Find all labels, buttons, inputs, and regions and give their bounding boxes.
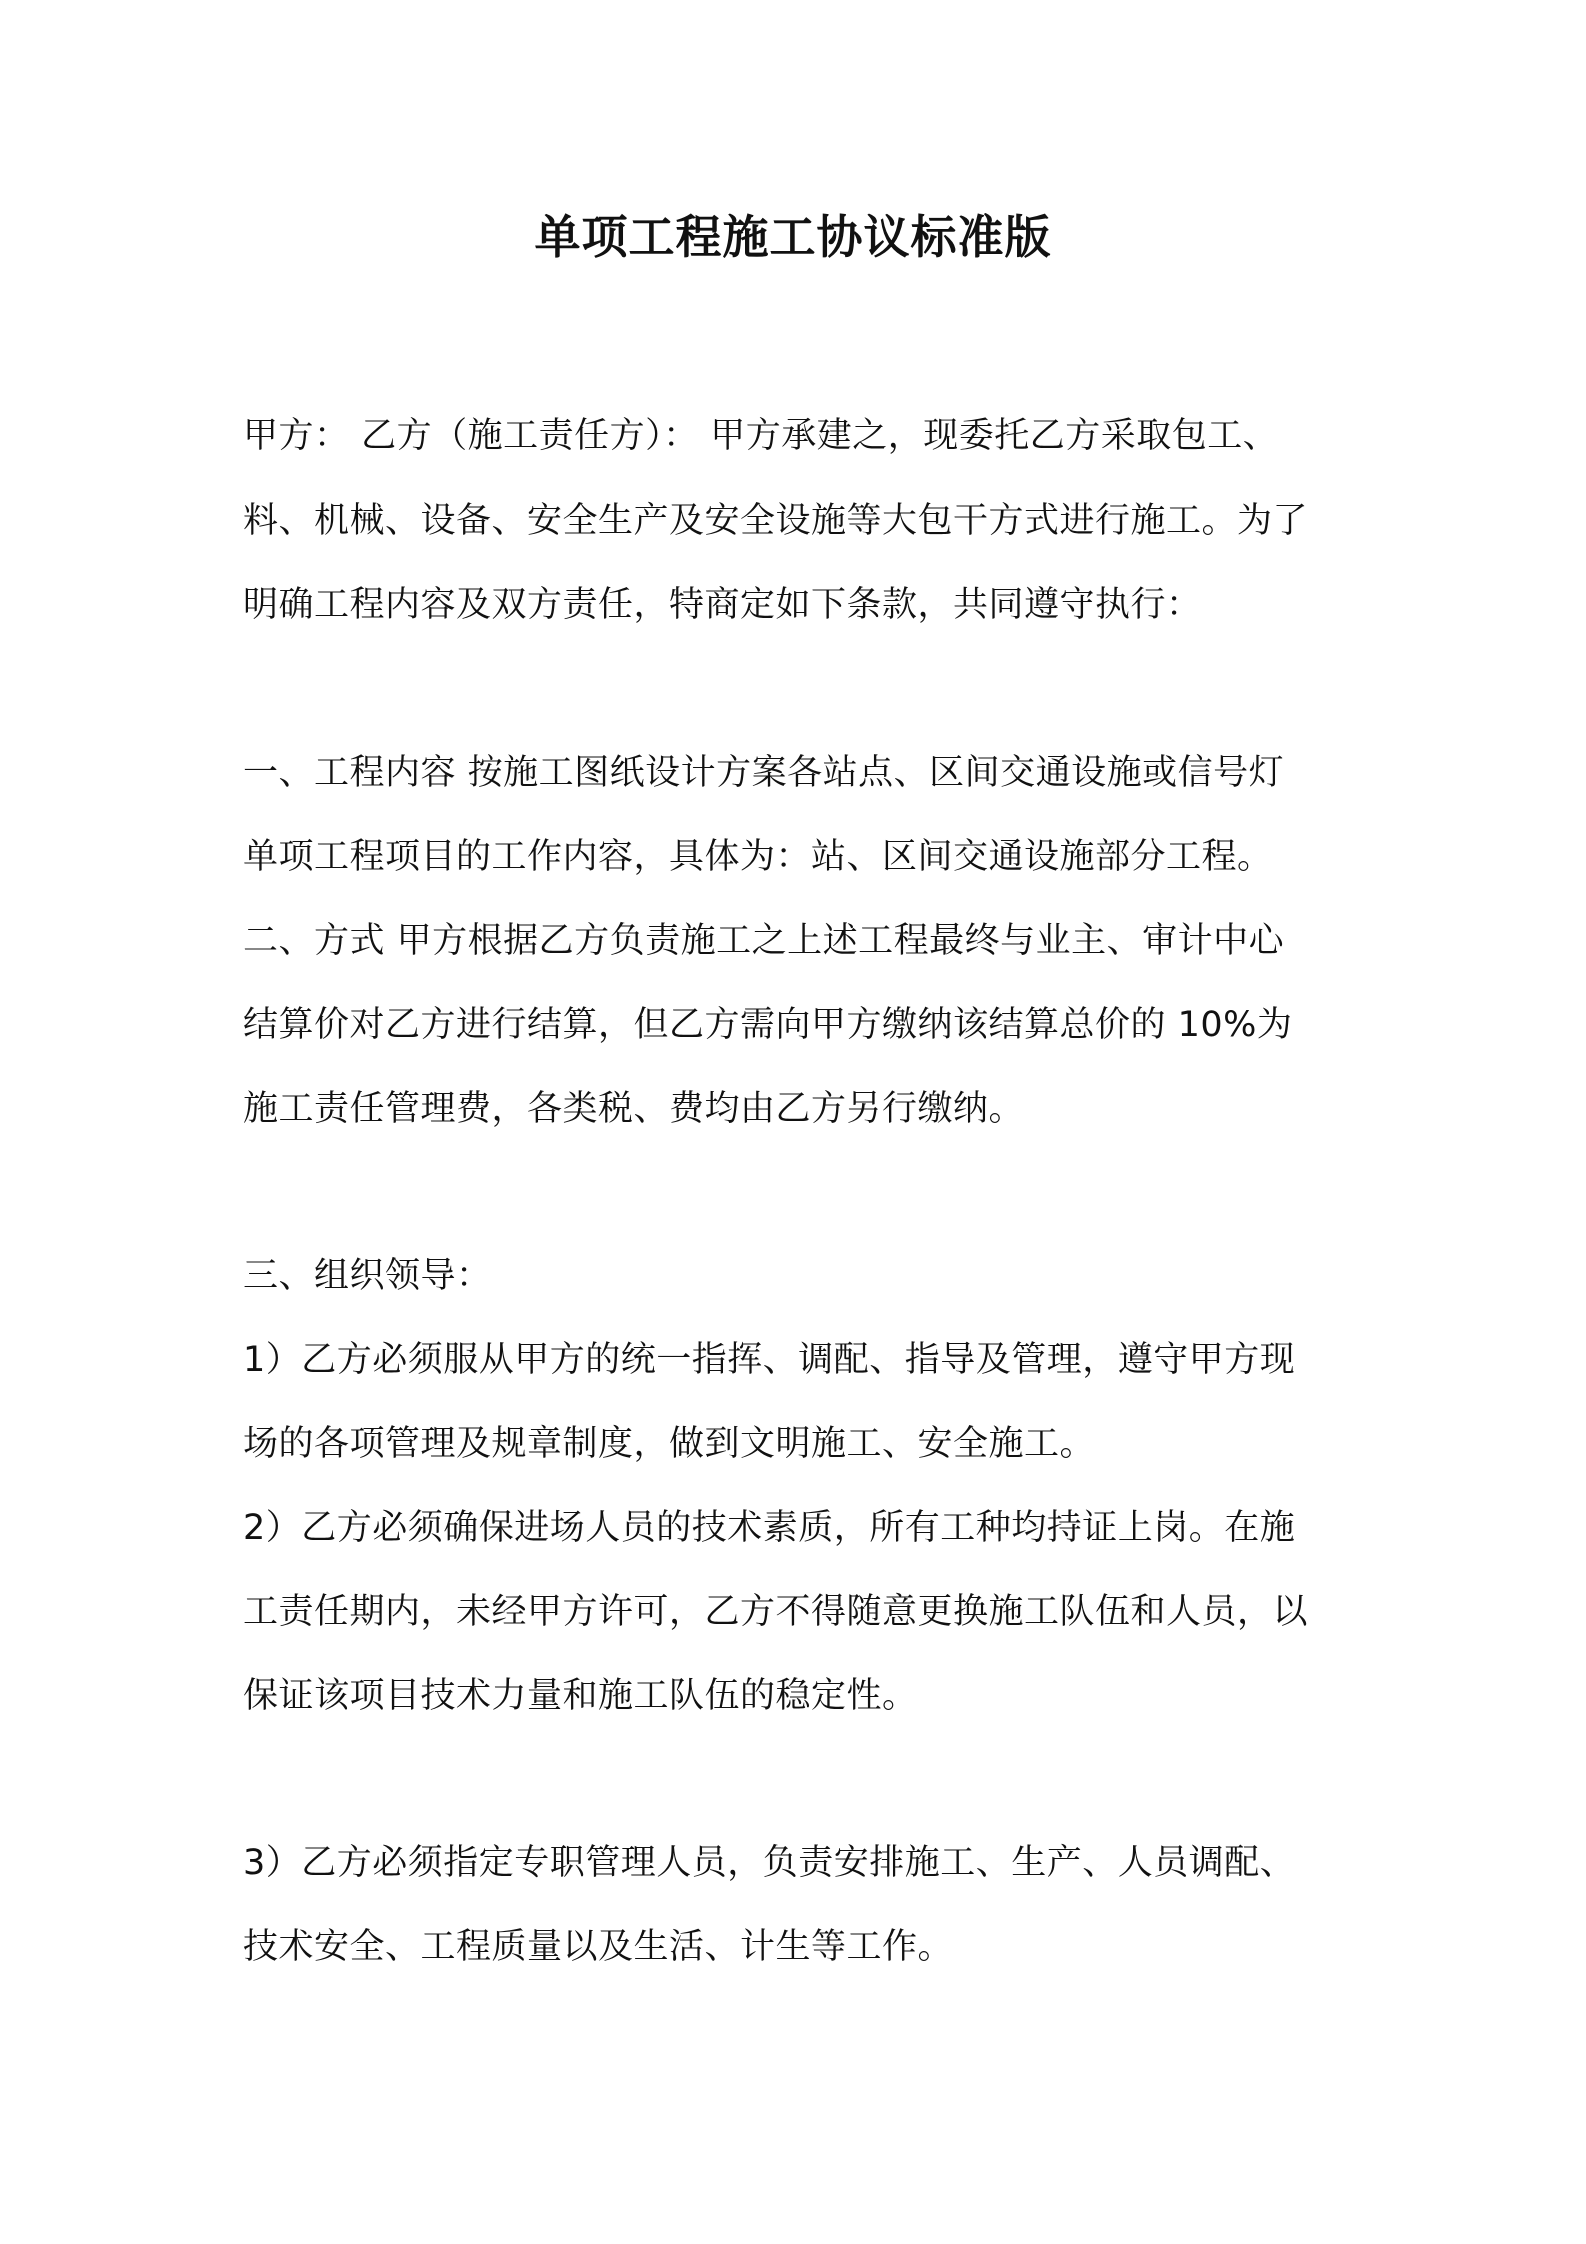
paragraph-line: 技术安全、工程质量以及生活、计生等工作。 xyxy=(243,1927,954,1967)
paragraph-line: 甲方： 乙方（施工责任方）： 甲方承建之，现委托乙方采取包工、 xyxy=(243,416,1279,456)
section-heading: 三、组织领导： xyxy=(243,1256,492,1296)
paragraph-line: 2）乙方必须确保进场人员的技术素质，所有工种均持证上岗。在施 xyxy=(243,1508,1296,1548)
paragraph-line: 单项工程项目的工作内容，具体为：站、区间交通设施部分工程。 xyxy=(243,837,1273,877)
document-title: 单项工程施工协议标准版 xyxy=(534,210,1052,264)
paragraph-line: 工责任期内，未经甲方许可，乙方不得随意更换施工队伍和人员，以 xyxy=(243,1592,1309,1632)
paragraph-line: 一、工程内容 按施工图纸设计方案各站点、区间交通设施或信号灯 xyxy=(243,753,1285,793)
paragraph-line: 料、机械、设备、安全生产及安全设施等大包干方式进行施工。为了 xyxy=(243,501,1309,541)
paragraph-line: 结算价对乙方进行结算，但乙方需向甲方缴纳该结算总价的 10%为 xyxy=(243,1005,1293,1045)
paragraph-line: 1）乙方必须服从甲方的统一指挥、调配、指导及管理，遵守甲方现 xyxy=(243,1340,1296,1380)
paragraph-line: 施工责任管理费，各类税、费均由乙方另行缴纳。 xyxy=(243,1089,1025,1129)
paragraph-line: 场的各项管理及规章制度，做到文明施工、安全施工。 xyxy=(243,1424,1096,1464)
paragraph-line: 明确工程内容及双方责任，特商定如下条款，共同遵守执行： xyxy=(243,585,1202,625)
paragraph-line: 保证该项目技术力量和施工队伍的稳定性。 xyxy=(243,1676,918,1716)
paragraph-line: 3）乙方必须指定专职管理人员，负责安排施工、生产、人员调配、 xyxy=(243,1843,1296,1883)
paragraph-line: 二、方式 甲方根据乙方负责施工之上述工程最终与业主、审计中心 xyxy=(243,921,1285,961)
